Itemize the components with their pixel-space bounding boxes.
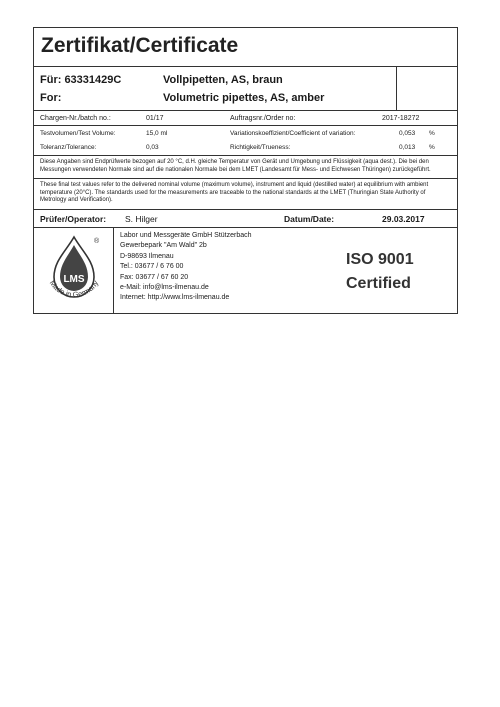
made-in-germany: Made in Germany (47, 278, 101, 300)
company-name: Labor und Messgeräte GmbH Stützerbach (120, 231, 252, 239)
note-en: These final test values refer to the delivered nominal volume (maximum volume), instrument and liquid (destilled water) at equilibrium with ambient temperature (20°C). The standards used for the measurements are traceable to the national standards at the LMET (Thuringian State Authority of Metrology and Verification). (34, 179, 457, 210)
cv-label: Variationskoeffizient/Coefficient of variation: (230, 130, 356, 137)
company-tel: Tel.: 03677 / 6 76 00 (120, 263, 184, 271)
certificate (33, 27, 458, 314)
batch-label: Chargen-Nr./batch no.: (40, 115, 111, 122)
test-volume-value: 15,0 ml (146, 130, 168, 137)
tolerance-value: 0,03 (146, 144, 159, 151)
cv-unit: % (429, 130, 435, 137)
batch-row (34, 111, 457, 126)
trueness-value: 0,013 (399, 144, 416, 151)
logo-text: LMS (63, 273, 85, 285)
title-row (34, 28, 457, 67)
iso-line1: ISO 9001 (346, 250, 414, 268)
company-row-divider (113, 228, 114, 313)
date-label: Datum/Date: (284, 213, 335, 224)
iso-certification (346, 248, 414, 296)
measurement-row (34, 126, 457, 156)
operator-value: S. Hilger (125, 213, 158, 224)
operator-label: Prüfer/Operator: (40, 213, 107, 224)
order-label: Auftragsnr./Order no: (230, 115, 296, 122)
operator-row (34, 210, 457, 228)
company-city: D-98693 Ilmenau (120, 252, 174, 260)
cv-value: 0,053 (399, 130, 416, 137)
date-value: 29.03.2017 (382, 213, 425, 224)
company-street: Gewerbepark "Am Wald" 2b (120, 242, 207, 250)
iso-line2: Certified (346, 274, 411, 292)
trueness-unit: % (429, 144, 435, 151)
company-row (34, 228, 457, 313)
tolerance-label: Toleranz/Tolerance: (40, 144, 97, 151)
note-de: Diese Angaben sind Endprüfwerte bezogen auf 20 °C, d.H. gleiche Temperatur von Gerät und Umgebung und Flüssigkeit (aqua dest.). Die bei den Messungen verwendeten Normale sind auf die nationalen Normale bei dem LMET (Landesamt für Mess- und Eichwesen Thüringen) zurückgeführt. (34, 156, 457, 179)
lms-logo (38, 231, 110, 311)
registered-mark: ® (94, 237, 100, 245)
product-description-en: Volumetric pipettes, AS, amber (163, 92, 325, 104)
company-internet: Internet: http://www.lms-ilmenau.de (120, 294, 230, 302)
company-fax: Fax: 03677 / 67 60 20 (120, 273, 189, 281)
for-label-de: Für: 63331429C (40, 74, 122, 86)
test-volume-label: Testvolumen/Test Volume: (40, 130, 116, 137)
certificate-title: Zertifikat/Certificate (41, 34, 239, 57)
product-description-de: Vollpipetten, AS, braun (163, 74, 283, 86)
company-address (120, 231, 252, 304)
product-row (34, 67, 457, 111)
order-value: 2017-18272 (382, 115, 420, 122)
for-label-en: For: (40, 92, 62, 104)
company-email: e-Mail: info@lms-ilmenau.de (120, 284, 209, 291)
batch-value: 01/17 (146, 115, 164, 122)
product-row-divider (396, 67, 397, 110)
trueness-label: Richtigkeit/Trueness: (230, 144, 291, 151)
lms-drop-icon (38, 231, 110, 311)
